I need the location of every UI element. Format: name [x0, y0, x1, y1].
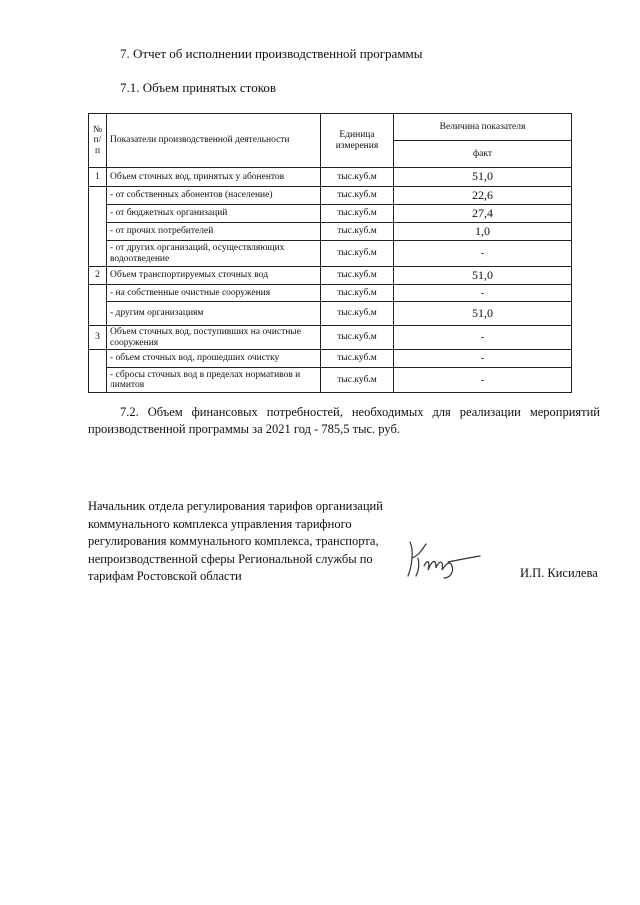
row-fact: 51,0: [394, 168, 572, 187]
row-indicator: Объем сточных вод, принятых у абонентов: [107, 168, 321, 187]
row-no: 1: [89, 168, 107, 187]
row-indicator: - от других организаций, осуществляющих водоотведение: [107, 241, 321, 267]
row-unit: тыс.куб.м: [321, 267, 394, 285]
row-indicator: Объем сточных вод, поступивших на очистные сооружения: [107, 326, 321, 350]
row-fact: 1,0: [394, 223, 572, 241]
row-fact: -: [394, 350, 572, 368]
row-unit: тыс.куб.м: [321, 187, 394, 205]
subsection-heading: 7.1. Объем принятых стоков: [120, 80, 276, 95]
table-row: [89, 187, 572, 205]
table-row: [89, 223, 572, 241]
row-fact: 51,0: [394, 267, 572, 285]
row-unit: тыс.куб.м: [321, 241, 394, 267]
row-unit: тыс.куб.м: [321, 350, 394, 368]
row-unit: тыс.куб.м: [321, 302, 394, 326]
table-row: [89, 241, 572, 267]
header-unit: Единица измерения: [321, 114, 394, 168]
row-no: 2: [89, 267, 107, 285]
row-unit: тыс.куб.м: [321, 326, 394, 350]
row-unit: тыс.куб.м: [321, 285, 394, 302]
row-indicator: - на собственные очистные сооружения: [107, 285, 321, 302]
position-line: непроизводственной сферы Региональной службы по: [88, 551, 373, 566]
row-unit: тыс.куб.м: [321, 168, 394, 187]
row-no: 3: [89, 326, 107, 350]
row-fact: -: [394, 241, 572, 267]
row-unit: тыс.куб.м: [321, 223, 394, 241]
signatory-position: [88, 498, 418, 586]
row-unit: тыс.куб.м: [321, 368, 394, 393]
intake-volume-table: [88, 113, 572, 393]
position-line: регулирования коммунального комплекса, транспорта,: [88, 534, 379, 548]
handwritten-signature: [404, 536, 484, 582]
section-heading: 7. Отчет об исполнении производственной программы: [120, 46, 423, 61]
row-fact: 22,6: [394, 187, 572, 205]
table-row: [89, 205, 572, 223]
row-indicator: - сбросы сточных вод в пределах нормативов и лимитов: [107, 368, 321, 393]
row-indicator: - другим организациям: [107, 302, 321, 326]
row-no: [89, 285, 107, 326]
row-indicator: - от собственных абонентов (население): [107, 187, 321, 205]
table-row: [89, 350, 572, 368]
table-row: [89, 285, 572, 302]
row-fact: -: [394, 285, 572, 302]
header-value: Величина показателя: [394, 114, 572, 141]
row-fact: -: [394, 368, 572, 393]
position-line: тарифам Ростовской области: [88, 569, 242, 583]
financial-needs-paragraph: 7.2. Объем финансовых потребностей, необходимых для реализации мероприятий производственной программы за 2021 год - 785,5 тыс. руб.: [88, 405, 600, 436]
row-fact: 51,0: [394, 302, 572, 326]
header-fact: факт: [394, 141, 572, 168]
position-line: Начальник отдела регулирования тарифов организаций: [88, 499, 383, 513]
row-indicator: - объем сточных вод, прошедших очистку: [107, 350, 321, 368]
table-row: [89, 168, 572, 187]
row-indicator: Объем транспортируемых сточных вод: [107, 267, 321, 285]
signer-name: И.П. Кисилева: [520, 566, 598, 580]
row-no: [89, 187, 107, 267]
row-unit: тыс.куб.м: [321, 205, 394, 223]
header-indicator: Показатели производственной деятельности: [107, 114, 321, 168]
row-fact: 27,4: [394, 205, 572, 223]
header-no: № п/п: [89, 114, 107, 168]
row-no: [89, 350, 107, 393]
row-fact: -: [394, 326, 572, 350]
table-row: [89, 326, 572, 350]
row-indicator: - от бюджетных организаций: [107, 205, 321, 223]
table-row: [89, 302, 572, 326]
table-row: [89, 368, 572, 393]
table-row: [89, 267, 572, 285]
row-indicator: - от прочих потребителей: [107, 223, 321, 241]
position-line: коммунального комплекса управления тарифного: [88, 516, 352, 531]
